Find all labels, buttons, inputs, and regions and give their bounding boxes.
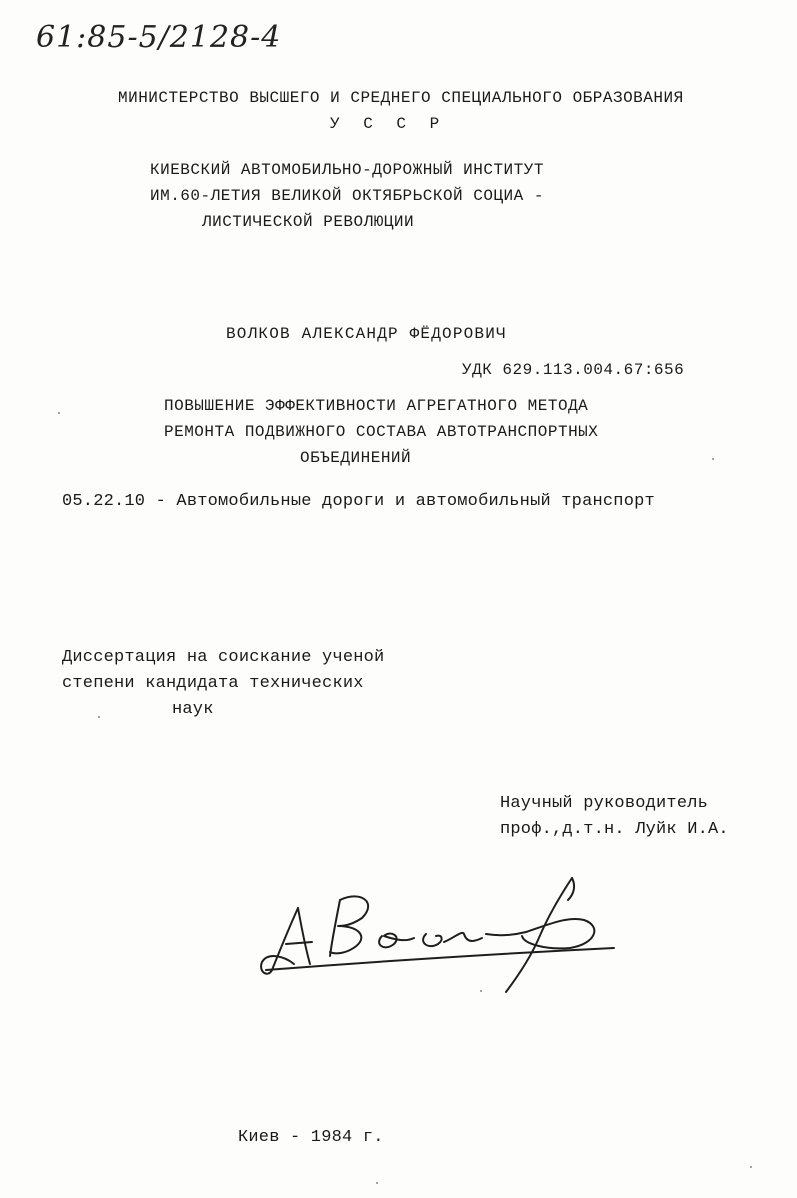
author-name: ВОЛКОВ АЛЕКСАНДР ФЁДОРОВИЧ <box>226 325 507 343</box>
supervisor-name: проф.,д.т.н. Луйк И.А. <box>500 820 729 839</box>
institute-line-3: ЛИСТИЧЕСКОЙ РЕВОЛЮЦИИ <box>202 213 415 231</box>
title-line-2: РЕМОНТА ПОДВИЖНОГО СОСТАВА АВТОТРАНСПОРТНЫХ <box>164 423 599 441</box>
title-line-1: ПОВЫШЕНИЕ ЭФФЕКТИВНОСТИ АГРЕГАТНОГО МЕТОДА <box>164 397 589 415</box>
place-and-year: Киев - 1984 г. <box>238 1128 384 1147</box>
title-line-3: ОБЪЕДИНЕНИЙ <box>300 449 412 467</box>
dissertation-line-3: наук <box>172 700 214 719</box>
paper-speck <box>58 412 60 414</box>
ministry-line-2: У С С Р <box>330 115 447 133</box>
dissertation-line-2: степени кандидата технических <box>62 674 364 693</box>
paper-speck <box>98 716 100 718</box>
institute-line-1: КИЕВСКИЙ АВТОМОБИЛЬНО-ДОРОЖНЫЙ ИНСТИТУТ <box>150 161 544 179</box>
author-signature <box>250 860 630 1000</box>
institute-line-2: ИМ.60-ЛЕТИЯ ВЕЛИКОЙ ОКТЯБРЬСКОЙ СОЦИА - <box>150 187 544 205</box>
paper-speck <box>376 1182 378 1184</box>
udc-code: УДК 629.113.004.67:656 <box>462 361 685 379</box>
paper-speck <box>750 1166 752 1168</box>
dissertation-line-1: Диссертация на соискание ученой <box>62 648 385 667</box>
ministry-line-1: МИНИСТЕРСТВО ВЫСШЕГО И СРЕДНЕГО СПЕЦИАЛЬНОГО ОБРАЗОВАНИЯ <box>118 89 684 107</box>
supervisor-label: Научный руководитель <box>500 794 709 813</box>
paper-speck <box>712 458 714 460</box>
paper-speck <box>480 990 482 992</box>
specialty-code: 05.22.10 - Автомобильные дороги и автомобильный транспорт <box>62 492 655 511</box>
archive-number-handwritten: 61:85-5/2128-4 <box>36 20 282 55</box>
